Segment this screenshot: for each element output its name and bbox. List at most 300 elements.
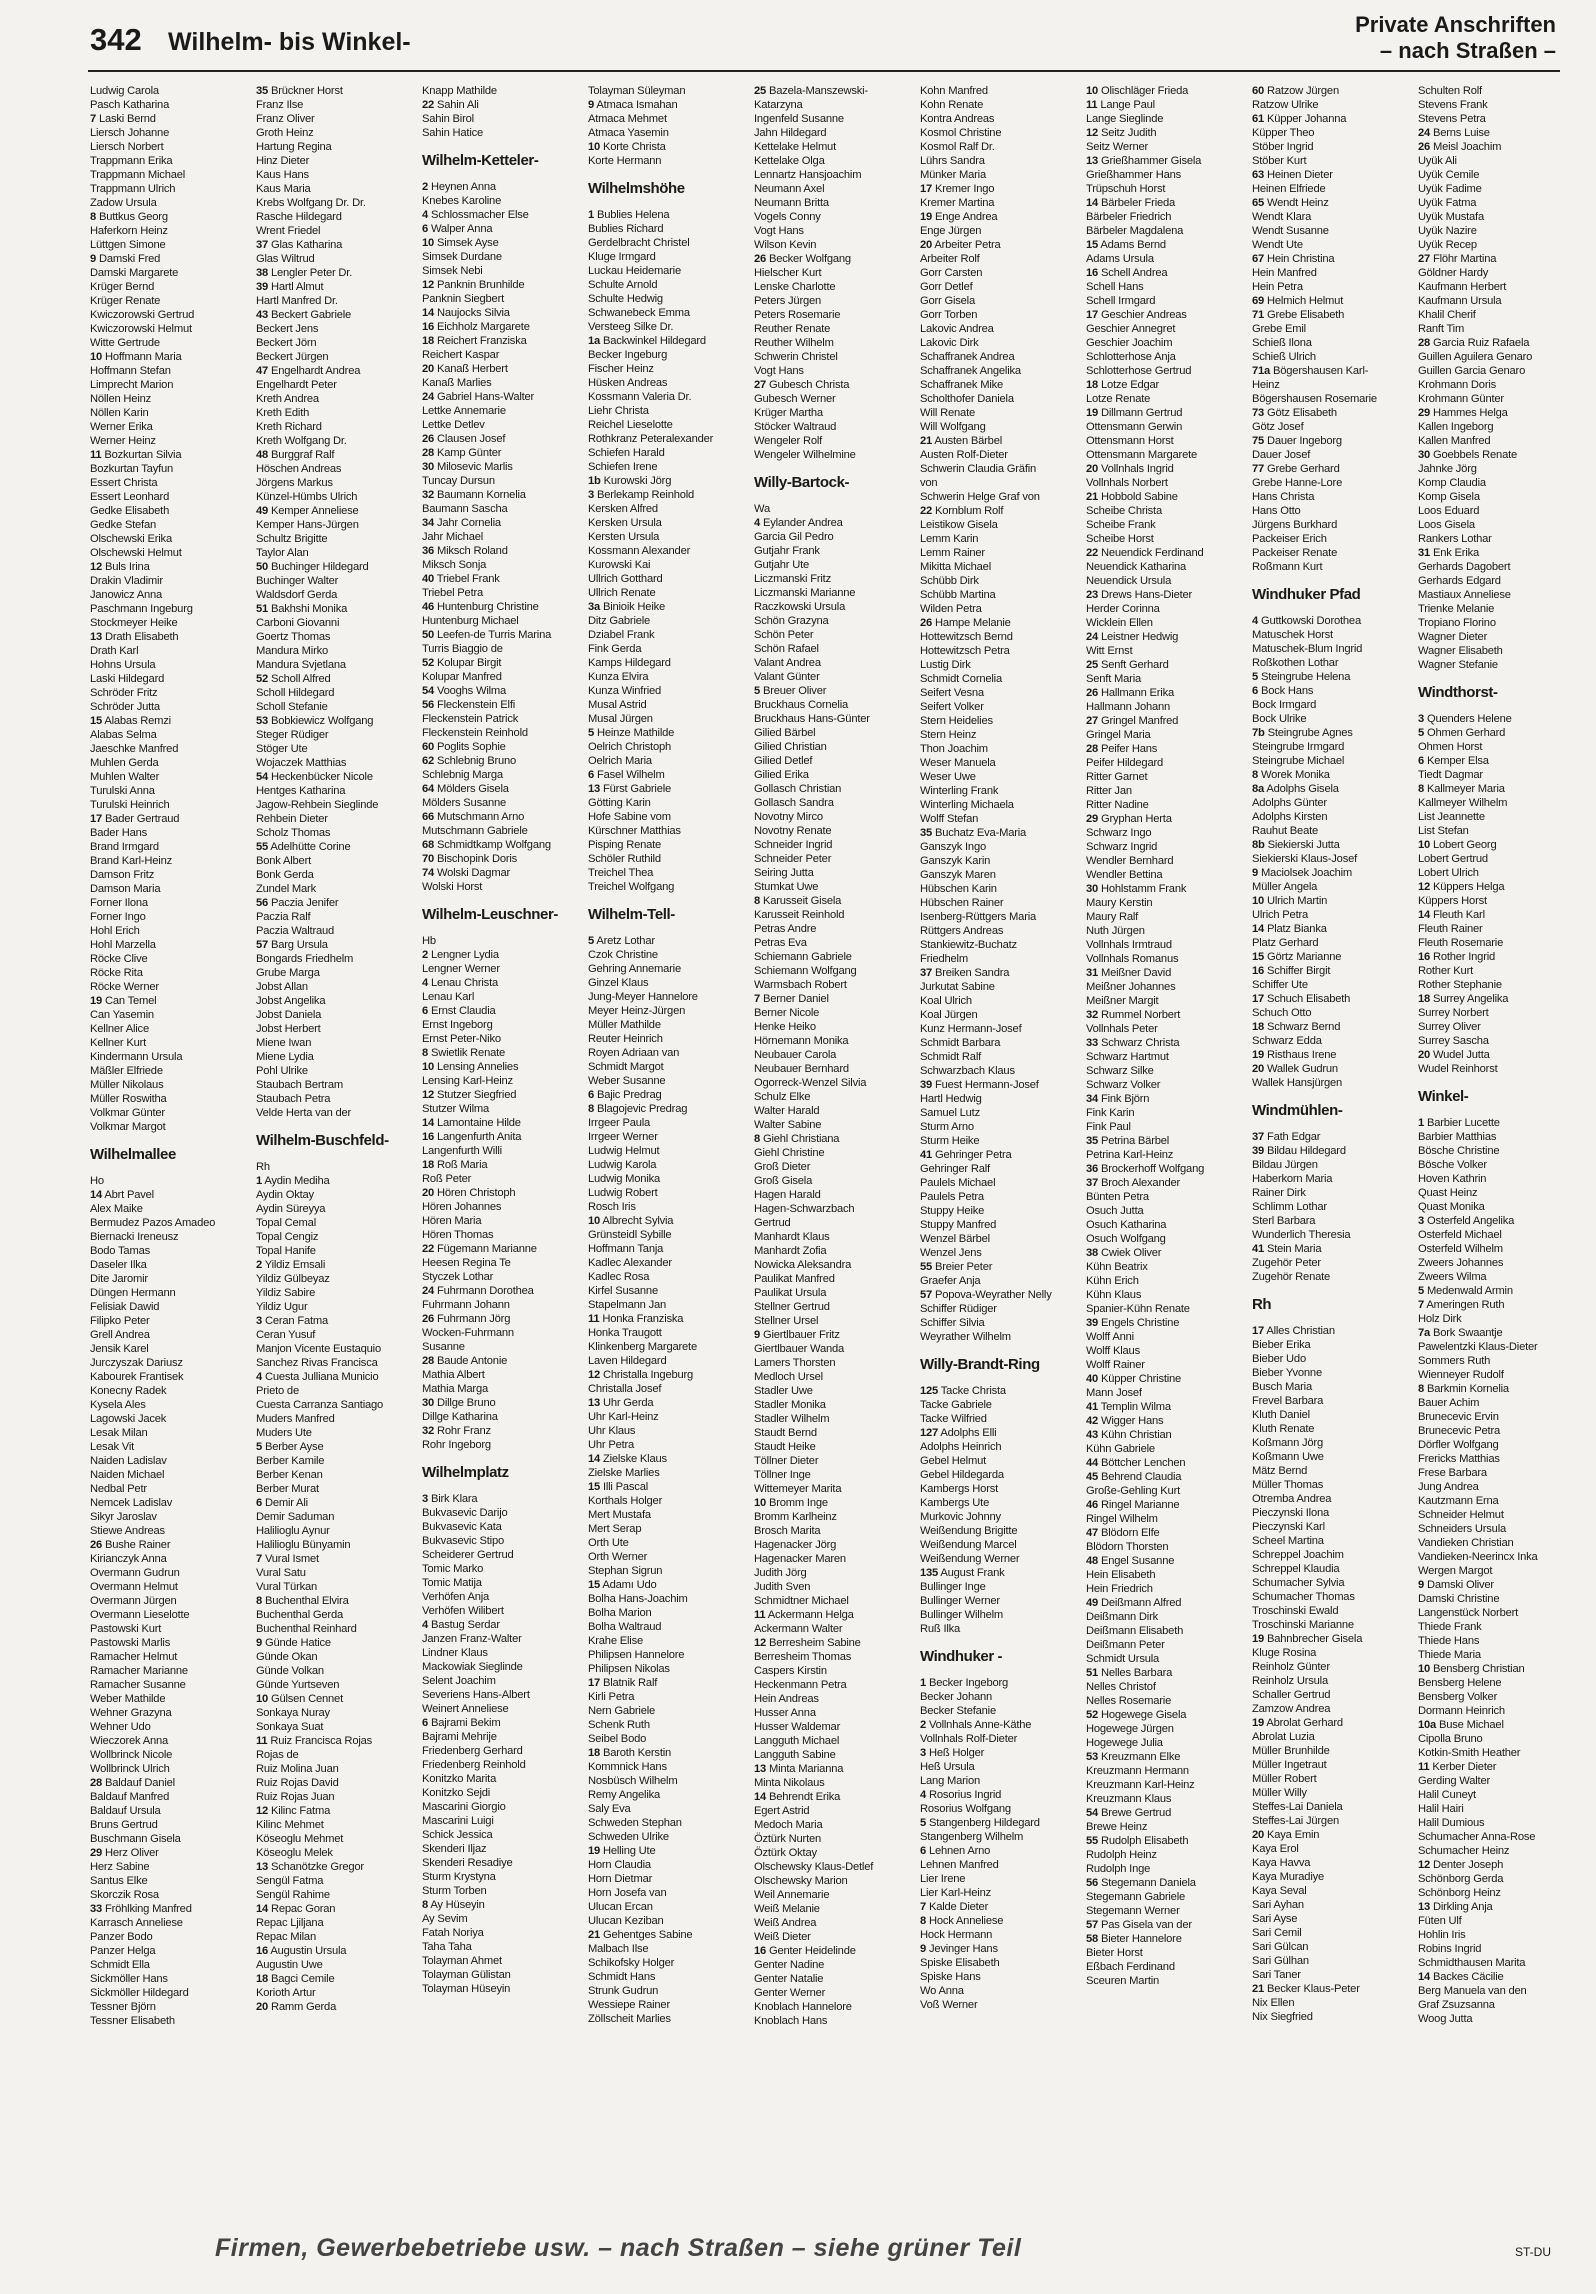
list-item: 18 Reichert Franziska bbox=[422, 335, 527, 347]
list-item: Grell Andrea bbox=[90, 1329, 150, 1341]
list-item: Bodo Tamas bbox=[90, 1245, 150, 1257]
list-item: Kaya Muradiye bbox=[1252, 1871, 1325, 1883]
house-number: 24 bbox=[422, 1285, 435, 1297]
list-item: Wagner Elisabeth bbox=[1418, 645, 1503, 657]
list-item: Hock Hermann bbox=[920, 1929, 993, 1941]
house-number: 10 bbox=[1418, 839, 1431, 851]
house-number: 21 bbox=[1252, 1983, 1265, 1995]
list-item: Valant Günter bbox=[754, 671, 820, 683]
list-item: Engelhardt Peter bbox=[256, 379, 337, 391]
list-item: Sanchez Rivas Francisca bbox=[256, 1357, 378, 1369]
house-number: 12 bbox=[1418, 1859, 1431, 1871]
list-item: Stellner Ursel bbox=[754, 1315, 819, 1327]
list-item: Adolphs Günter bbox=[1252, 797, 1327, 809]
list-item: Schiemann Wolfgang bbox=[754, 965, 857, 977]
house-number: 14 bbox=[1086, 197, 1099, 209]
list-item: Rüttgers Andreas bbox=[920, 925, 1004, 937]
list-item: 5 Berber Ayse bbox=[256, 1441, 324, 1453]
list-item: 32 Rummel Norbert bbox=[1086, 1009, 1181, 1021]
list-item: 13 Uhr Gerda bbox=[588, 1397, 654, 1409]
list-item: Weyrather Wilhelm bbox=[920, 1331, 1011, 1343]
list-item: 2 Lengner Lydia bbox=[422, 949, 499, 961]
house-number: 50 bbox=[256, 561, 269, 573]
house-number: 3 bbox=[256, 1315, 263, 1327]
house-number: 4 bbox=[754, 517, 761, 529]
list-item: Schwerin Christel bbox=[754, 351, 838, 363]
house-number: 39 bbox=[256, 281, 269, 293]
street-heading: Winkel- bbox=[1418, 1088, 1469, 1105]
list-item: Vogt Hans bbox=[754, 225, 804, 237]
list-item: Walter Harald bbox=[754, 1105, 820, 1117]
house-number: 8 bbox=[1418, 1383, 1425, 1395]
list-item: Guillen Garcia Genaro bbox=[1418, 365, 1526, 377]
list-item: 50 Leefen-de Turris Marina bbox=[422, 629, 552, 641]
list-item: Musal Jürgen bbox=[588, 713, 653, 725]
list-item: Mascarini Giorgio bbox=[422, 1801, 506, 1813]
list-item: 14 Fleuth Karl bbox=[1418, 909, 1485, 921]
list-item: Winterling Frank bbox=[920, 785, 999, 797]
list-item: Deißmann Dirk bbox=[1086, 1611, 1158, 1623]
list-item: Schell Irmgard bbox=[1086, 295, 1156, 307]
list-item: Steingrube Irmgard bbox=[1252, 741, 1345, 753]
list-item: 48 Burggraf Ralf bbox=[256, 449, 335, 461]
list-item: Atmaca Yasemin bbox=[588, 127, 669, 139]
list-item: 10 Simsek Ayse bbox=[422, 237, 499, 249]
house-number: 42 bbox=[1086, 1415, 1099, 1427]
list-item: Stöcker Waltraud bbox=[754, 421, 837, 433]
list-item: Kreuzmann Klaus bbox=[1086, 1793, 1172, 1805]
house-number: 43 bbox=[256, 309, 269, 321]
list-item: Thiede Hans bbox=[1418, 1635, 1480, 1647]
list-item: Quast Monika bbox=[1418, 1201, 1485, 1213]
list-item: Can Yasemin bbox=[90, 1009, 154, 1021]
list-item: Wengeler Rolf bbox=[754, 435, 823, 447]
list-item: Forner Ingo bbox=[90, 911, 146, 923]
list-item: Quast Heinz bbox=[1418, 1187, 1478, 1199]
list-item: Kirianczyk Anna bbox=[90, 1553, 167, 1565]
list-item: Giertlbauer Wanda bbox=[754, 1343, 845, 1355]
list-item: Brand Karl-Heinz bbox=[90, 855, 172, 867]
house-number: 20 bbox=[1086, 463, 1099, 475]
list-item: Roß Peter bbox=[422, 1173, 472, 1185]
house-number: 8 bbox=[1252, 769, 1259, 781]
list-item: Wagner Stefanie bbox=[1418, 659, 1498, 671]
list-item: Kindermann Ursula bbox=[90, 1051, 183, 1063]
list-item: Gehringer Ralf bbox=[920, 1163, 990, 1175]
list-item: Kaus Maria bbox=[256, 183, 311, 195]
list-item: Kohn Manfred bbox=[920, 85, 988, 97]
list-item: Hielscher Kurt bbox=[754, 267, 822, 279]
list-item: 24 Gabriel Hans-Walter bbox=[422, 391, 535, 403]
list-item: 7a Bork Swaantje bbox=[1418, 1327, 1503, 1339]
list-item: Bensberg Volker bbox=[1418, 1691, 1498, 1703]
list-item: 16 Rother Ingrid bbox=[1418, 951, 1496, 963]
list-item: Schmidt Ella bbox=[90, 1959, 150, 1971]
list-item: Sturm Torben bbox=[422, 1885, 487, 1897]
list-item: 17 Blatnik Ralf bbox=[588, 1677, 658, 1689]
list-item: Kunza Winfried bbox=[588, 685, 662, 697]
list-item: 5 Heinze Mathilde bbox=[588, 727, 675, 739]
list-item: Staubach Bertram bbox=[256, 1079, 343, 1091]
list-item: 26 Becker Wolfgang bbox=[754, 253, 851, 265]
list-item: Krüger Martha bbox=[754, 407, 823, 419]
list-item: Panzer Helga bbox=[90, 1945, 156, 1957]
list-item: Langenfurth Willi bbox=[422, 1145, 502, 1157]
list-item: Sturm Heike bbox=[920, 1135, 980, 1147]
list-item: Schwarz Edda bbox=[1252, 1035, 1322, 1047]
list-item: 8 Blagojevic Predrag bbox=[588, 1103, 688, 1115]
list-item: Schulte Arnold bbox=[588, 279, 658, 291]
list-item: 57 Popova-Weyrather Nelly bbox=[920, 1289, 1052, 1301]
house-number: 26 bbox=[422, 433, 435, 445]
house-number: 11 bbox=[1418, 1761, 1430, 1773]
list-item: Bullinger Inge bbox=[920, 1581, 986, 1593]
list-item: Lehnen Manfred bbox=[920, 1859, 999, 1871]
list-item: Vogt Hans bbox=[754, 365, 804, 377]
list-item: Lindner Klaus bbox=[422, 1647, 488, 1659]
list-item: Steffes-Lai Jürgen bbox=[1252, 1815, 1339, 1827]
house-number: 30 bbox=[422, 461, 435, 473]
list-item: Rojas de bbox=[256, 1749, 299, 1761]
list-item: Bullinger Wilhelm bbox=[920, 1609, 1004, 1621]
list-item: 27 Flöhr Martina bbox=[1418, 253, 1497, 265]
list-item: Wolff Stefan bbox=[920, 813, 979, 825]
list-item: 8 Barkmin Kornelia bbox=[1418, 1383, 1509, 1395]
list-item: Ullrich Renate bbox=[588, 587, 656, 599]
house-number: 49 bbox=[256, 505, 269, 517]
list-item: List Stefan bbox=[1418, 825, 1469, 837]
list-item: Stadler Wilhelm bbox=[754, 1413, 830, 1425]
house-number: 33 bbox=[1086, 1037, 1099, 1049]
list-item: Ingenfeld Susanne bbox=[754, 113, 844, 125]
house-number: 20 bbox=[422, 363, 435, 375]
list-item: 50 Buchinger Hildegard bbox=[256, 561, 369, 573]
house-number: 61 bbox=[1252, 113, 1265, 125]
list-item: 10 Hoffmann Maria bbox=[90, 351, 182, 363]
list-item: 14 Abrt Pavel bbox=[90, 1189, 154, 1201]
list-item: 22 Fügemann Marianne bbox=[422, 1243, 537, 1255]
list-item: Novotny Mirco bbox=[754, 811, 823, 823]
list-item: Brunecevic Petra bbox=[1418, 1425, 1500, 1437]
house-number: 24 bbox=[422, 391, 435, 403]
list-item: Hohl Marzella bbox=[90, 939, 156, 951]
house-number: 12 bbox=[1418, 881, 1431, 893]
street-heading: Windthorst- bbox=[1418, 684, 1498, 701]
list-item: Hartung Regina bbox=[256, 141, 332, 153]
list-item: 52 Scholl Alfred bbox=[256, 673, 331, 685]
list-item: Ditz Gabriele bbox=[588, 615, 651, 627]
list-item: Karusseit Reinhold bbox=[754, 909, 845, 921]
list-item: Bock Irmgard bbox=[1252, 699, 1317, 711]
list-item: 33 Fröhlking Manfred bbox=[90, 1903, 192, 1915]
list-item: 30 Goebbels Renate bbox=[1418, 449, 1518, 461]
list-item: 16 Schiffer Birgit bbox=[1252, 965, 1331, 977]
house-number: 40 bbox=[1086, 1373, 1099, 1385]
list-item: Schweden Ulrike bbox=[588, 1831, 669, 1843]
list-item: Katarzyna bbox=[754, 99, 803, 111]
list-item: Seiring Jutta bbox=[754, 867, 814, 879]
list-item: 27 Gubesch Christa bbox=[754, 379, 850, 391]
list-item: Philipsen Hannelore bbox=[588, 1649, 685, 1661]
list-item: Reuther Wilhelm bbox=[754, 337, 834, 349]
list-item: Tacke Wilfried bbox=[920, 1413, 987, 1425]
list-item: 19 Abrolat Gerhard bbox=[1252, 1717, 1343, 1729]
list-item: Neumann Britta bbox=[754, 197, 829, 209]
list-item: Bieter Horst bbox=[1086, 1947, 1143, 1959]
list-item: Vural Türkan bbox=[256, 1581, 318, 1593]
house-number: 11 bbox=[256, 1735, 268, 1747]
list-item: Judith Sven bbox=[754, 1581, 811, 1593]
list-item: 17 Alles Christian bbox=[1252, 1325, 1335, 1337]
house-number: 11 bbox=[588, 1313, 600, 1325]
list-item: Mathia Albert bbox=[422, 1369, 485, 1381]
list-item: Nix Ellen bbox=[1252, 1997, 1295, 2009]
list-item: 8 Giehl Christiana bbox=[754, 1133, 840, 1145]
list-item: Mäßler Elfriede bbox=[90, 1065, 163, 1077]
list-item: Pisping Renate bbox=[588, 839, 662, 851]
list-item: Ruiz Rojas David bbox=[256, 1777, 339, 1789]
list-item: Volkmar Margot bbox=[90, 1121, 166, 1133]
list-item: Nemcek Ladislav bbox=[90, 1497, 173, 1509]
list-item: Drath Karl bbox=[90, 645, 139, 657]
street-heading: Wilhelm-Tell- bbox=[588, 906, 675, 923]
list-item: Wergen Margot bbox=[1418, 1565, 1493, 1577]
list-item: Rother Stephanie bbox=[1418, 979, 1502, 991]
house-number: 7 bbox=[256, 1553, 263, 1565]
list-item: Bauer Achim bbox=[1418, 1397, 1480, 1409]
list-item: 9 Atmaca Ismahan bbox=[588, 99, 678, 111]
list-item: Scheibe Horst bbox=[1086, 533, 1154, 545]
house-number: 14 bbox=[422, 1117, 435, 1129]
house-number: 9 bbox=[1418, 1579, 1425, 1591]
column-6 bbox=[920, 84, 1086, 2209]
list-item: 17 Geschier Andreas bbox=[1086, 309, 1187, 321]
list-item: Mätz Bernd bbox=[1252, 1465, 1308, 1477]
list-item: 38 Lengler Peter Dr. bbox=[256, 267, 353, 279]
list-item: Raczkowski Ursula bbox=[754, 601, 846, 613]
house-number: 28 bbox=[90, 1777, 103, 1789]
house-number: 15 bbox=[1086, 239, 1099, 251]
list-item: Reichel Lieselotte bbox=[588, 419, 673, 431]
list-item: Schaffranek Angelika bbox=[920, 365, 1021, 377]
list-item: 12 Berresheim Sabine bbox=[754, 1637, 861, 1649]
house-number: 135 bbox=[920, 1567, 939, 1579]
list-item: Jahnke Jörg bbox=[1418, 463, 1477, 475]
list-item: Samuel Lutz bbox=[920, 1107, 980, 1119]
house-number: 41 bbox=[1086, 1401, 1099, 1413]
list-item: 18 Schwarz Bernd bbox=[1252, 1021, 1341, 1033]
list-item: 10 Korte Christa bbox=[588, 141, 666, 153]
list-item: Haferkorn Heinz bbox=[90, 225, 168, 237]
list-item: Hörnemann Monika bbox=[754, 1035, 849, 1047]
list-item: 35 Buchatz Eva-Maria bbox=[920, 827, 1027, 839]
list-item: Winterling Michaela bbox=[920, 799, 1014, 811]
list-item: Schenk Ruth bbox=[588, 1719, 650, 1731]
list-item: 1 Bublies Helena bbox=[588, 209, 670, 221]
list-item: Knoblach Hannelore bbox=[754, 2001, 852, 2013]
list-item: Buchinger Walter bbox=[256, 575, 339, 587]
list-item: Yildiz Ugur bbox=[256, 1301, 308, 1313]
list-item: Öztürk Oktay bbox=[754, 1847, 817, 1859]
house-number: 9 bbox=[1252, 867, 1259, 879]
house-number: 1 bbox=[920, 1677, 927, 1689]
house-number: 13 bbox=[1086, 155, 1099, 167]
house-number: 6 bbox=[256, 1497, 263, 1509]
list-item: Steger Rüdiger bbox=[256, 729, 329, 741]
list-item: Lemm Rainer bbox=[920, 547, 985, 559]
house-number: 27 bbox=[754, 379, 767, 391]
list-item: Witt Ernst bbox=[1086, 645, 1133, 657]
list-item: Malbach Ilse bbox=[588, 1943, 649, 1955]
list-item: Honka Traugott bbox=[588, 1327, 662, 1339]
house-number: 17 bbox=[1252, 993, 1265, 1005]
list-item: Pieczynski Ilona bbox=[1252, 1507, 1330, 1519]
house-number: 4 bbox=[422, 977, 429, 989]
list-item: 10 Olischläger Frieda bbox=[1086, 85, 1189, 97]
list-item: Gutjahr Frank bbox=[754, 545, 820, 557]
house-number: 11 bbox=[90, 449, 102, 461]
list-item: Kurowski Kai bbox=[588, 559, 651, 571]
list-item: Horn Dietmar bbox=[588, 1873, 653, 1885]
list-item: Weißendung Werner bbox=[920, 1553, 1020, 1565]
list-item: Reinholz Günter bbox=[1252, 1661, 1330, 1673]
house-number: 8 bbox=[754, 895, 761, 907]
list-item: Ottensmann Gerwin bbox=[1086, 421, 1183, 433]
list-item: 13 Fürst Gabriele bbox=[588, 783, 672, 795]
house-number: 74 bbox=[422, 867, 435, 879]
list-item: Hinz Dieter bbox=[256, 155, 310, 167]
list-item: Nix Siegfried bbox=[1252, 2011, 1313, 2023]
list-item: Müller Willy bbox=[1252, 1787, 1307, 1799]
list-item: Staubach Petra bbox=[256, 1093, 331, 1105]
list-item: Treichel Thea bbox=[588, 867, 654, 879]
list-item: Wehner Udo bbox=[90, 1721, 151, 1733]
column-1 bbox=[90, 84, 256, 2209]
list-item: Rothkranz Peteralexander bbox=[588, 433, 714, 445]
house-number: 25 bbox=[1086, 659, 1099, 671]
list-item: Naiden Michael bbox=[90, 1469, 165, 1481]
house-number: 13 bbox=[588, 783, 601, 795]
house-number: 58 bbox=[1086, 1933, 1099, 1945]
list-item: 61 Küpper Johanna bbox=[1252, 113, 1347, 125]
house-number: 69 bbox=[1252, 295, 1265, 307]
list-item: 20 Arbeiter Petra bbox=[920, 239, 1001, 251]
list-item: Kambergs Horst bbox=[920, 1483, 999, 1495]
list-item: Koal Jürgen bbox=[920, 1009, 978, 1021]
house-number: 12 bbox=[422, 279, 435, 291]
list-item: Bader Hans bbox=[90, 827, 148, 839]
list-item: Scheiderer Gertrud bbox=[422, 1549, 514, 1561]
list-item: Stevens Petra bbox=[1418, 113, 1486, 125]
list-item: Schwarz Ingrid bbox=[1086, 841, 1158, 853]
house-number: 3 bbox=[920, 1747, 927, 1759]
list-item: Ho bbox=[90, 1175, 104, 1187]
list-item: 12 Christalla Ingeburg bbox=[588, 1369, 694, 1381]
house-number: 2 bbox=[422, 181, 429, 193]
house-number: 18 bbox=[1418, 993, 1431, 1005]
list-item: Ruiz Molina Juan bbox=[256, 1763, 339, 1775]
list-item: Hören Maria bbox=[422, 1215, 482, 1227]
house-number: 15 bbox=[1252, 951, 1265, 963]
list-item: Mölders Susanne bbox=[422, 797, 507, 809]
list-item: 9 Giertlbauer Fritz bbox=[754, 1329, 840, 1341]
list-item: Becker Stefanie bbox=[920, 1705, 996, 1717]
list-item: Nedbal Petr bbox=[90, 1483, 147, 1495]
house-number: 67 bbox=[1252, 253, 1265, 265]
house-number: 10 bbox=[1418, 1663, 1431, 1675]
list-item: 42 Wigger Hans bbox=[1086, 1415, 1164, 1427]
list-item: Nöllen Karin bbox=[90, 407, 149, 419]
list-item: 14 Zielske Klaus bbox=[588, 1453, 667, 1465]
list-item: Franz Ilse bbox=[256, 99, 304, 111]
list-item: Weinert Anneliese bbox=[422, 1703, 509, 1715]
list-item: Bukvasevic Stipo bbox=[422, 1535, 504, 1547]
list-item: Paczia Ralf bbox=[256, 911, 311, 923]
list-item: Zamzow Andrea bbox=[1252, 1703, 1331, 1715]
house-number: 14 bbox=[1252, 923, 1265, 935]
house-number: 18 bbox=[588, 1747, 601, 1759]
list-item: Minta Nikolaus bbox=[754, 1777, 825, 1789]
list-item: Damski Christine bbox=[1418, 1593, 1500, 1605]
list-item: Schübb Dirk bbox=[920, 575, 979, 587]
list-item: 44 Böttcher Lenchen bbox=[1086, 1457, 1186, 1469]
list-item: 45 Behrend Claudia bbox=[1086, 1471, 1182, 1483]
list-item: Schmidt Cornelia bbox=[920, 673, 1002, 685]
list-item: Trappmann Ulrich bbox=[90, 183, 176, 195]
list-item: 26 Bushe Rainer bbox=[90, 1539, 171, 1551]
list-item: Walter Sabine bbox=[754, 1119, 822, 1131]
house-number: 68 bbox=[422, 839, 435, 851]
list-item: Vollnhals Peter bbox=[1086, 1023, 1158, 1035]
list-item: 16 Schell Andrea bbox=[1086, 267, 1168, 279]
list-item: Kossmann Valeria Dr. bbox=[588, 391, 692, 403]
list-item: Dillge Katharina bbox=[422, 1411, 498, 1423]
list-item: Schulte Hedwig bbox=[588, 293, 663, 305]
list-item: Wunderlich Theresia bbox=[1252, 1229, 1351, 1241]
list-item: 60 Ratzow Jürgen bbox=[1252, 85, 1339, 97]
list-item: Hans Christa bbox=[1252, 491, 1315, 503]
list-item: Bögershausen Rosemarie bbox=[1252, 393, 1377, 405]
list-item: Wocken-Fuhrmann bbox=[422, 1327, 514, 1339]
list-item: Santus Elke bbox=[90, 1875, 148, 1887]
house-number: 57 bbox=[256, 939, 269, 951]
house-number: 54 bbox=[422, 685, 435, 697]
list-item: Röcke Werner bbox=[90, 981, 159, 993]
list-item: Schumacher Sylvia bbox=[1252, 1577, 1345, 1589]
list-item: 68 Schmidtkamp Wolfgang bbox=[422, 839, 551, 851]
house-number: 17 bbox=[920, 183, 933, 195]
list-item: Hohns Ursula bbox=[90, 659, 156, 671]
list-item: Ulrich Petra bbox=[1252, 909, 1309, 921]
list-item: Ernst Peter-Niko bbox=[422, 1033, 501, 1045]
house-number: 46 bbox=[1086, 1499, 1099, 1511]
house-number: 19 bbox=[90, 995, 103, 1007]
list-item: Mascarini Luigi bbox=[422, 1815, 494, 1827]
house-number: 5 bbox=[256, 1441, 263, 1453]
list-item: Röcke Clive bbox=[90, 953, 148, 965]
list-item: Zielske Marlies bbox=[588, 1467, 660, 1479]
list-item: Trappmann Michael bbox=[90, 169, 186, 181]
list-item: Miksch Sonja bbox=[422, 559, 487, 571]
list-item: Repac Ljiljana bbox=[256, 1917, 324, 1929]
list-item: 71a Bögershausen Karl- bbox=[1252, 365, 1369, 377]
house-number: 9 bbox=[256, 1637, 263, 1649]
list-item: Bieber Udo bbox=[1252, 1353, 1306, 1365]
list-item: 25 Bazela-Manszewski- bbox=[754, 85, 868, 97]
list-item: Warmsbach Robert bbox=[754, 979, 847, 991]
list-item: Kreth Richard bbox=[256, 421, 322, 433]
list-item: Stegemann Gabriele bbox=[1086, 1891, 1186, 1903]
